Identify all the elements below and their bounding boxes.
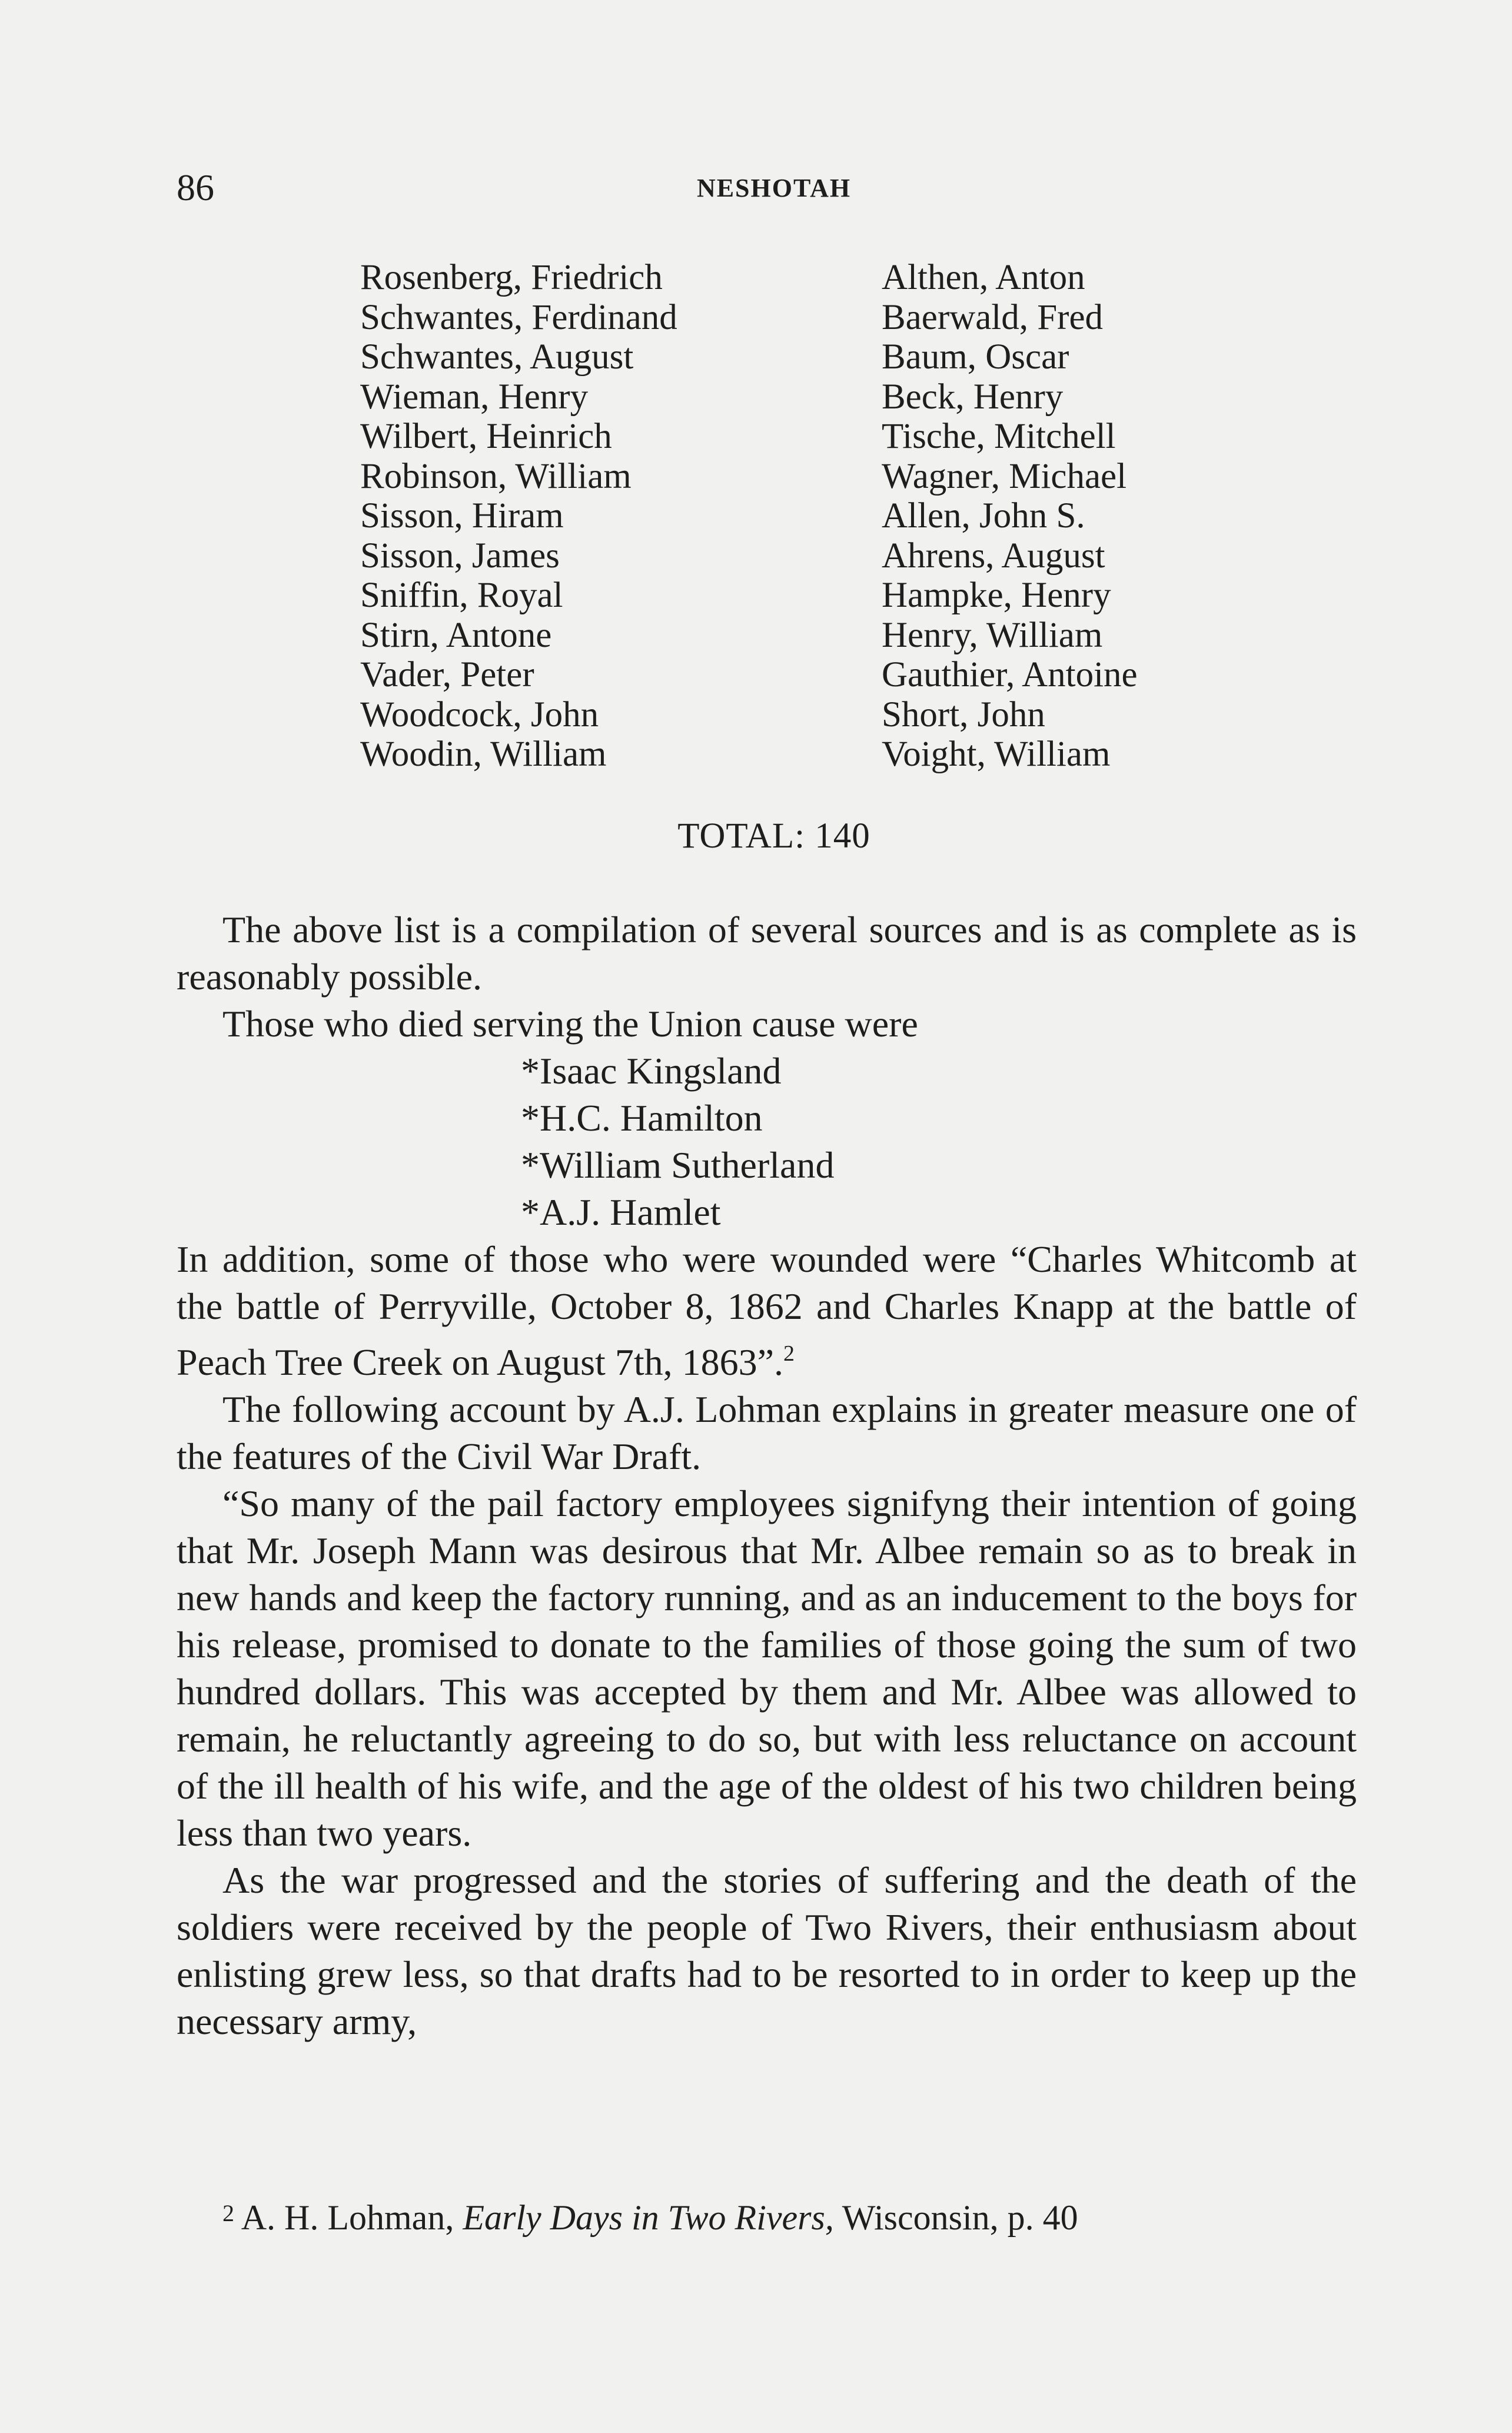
- list-item: Short, John: [882, 694, 1045, 734]
- list-item: Voight, William: [882, 734, 1111, 774]
- paragraph: As the war progressed and the stories of suffering and the death of the soldiers were received by the people of Two Rivers, their enthusiasm about enlisting grew less, so that drafts had to be resorted to in order to keep up the necessary army,: [177, 1859, 1357, 2042]
- list-item: Vader, Peter: [360, 655, 534, 694]
- list-item: Sisson, Hiram: [360, 496, 564, 536]
- list-item: *H.C. Hamilton: [521, 1097, 763, 1139]
- footnote: [177, 2191, 1371, 2241]
- list-item: Woodcock, John: [360, 694, 599, 734]
- page-number: 86: [177, 167, 214, 208]
- roster-left-column: [360, 258, 677, 775]
- list-item: Baerwald, Fred: [882, 297, 1104, 337]
- footnote-mark: 2: [222, 2200, 234, 2226]
- footnote-ref[interactable]: 2: [783, 1341, 795, 1366]
- list-item: *William Sutherland: [521, 1144, 835, 1186]
- list-item: Beck, Henry: [882, 377, 1064, 417]
- paragraph: The above list is a compilation of several sources and is as complete as is reasonably possible.: [177, 909, 1357, 998]
- list-item: Sniffin, Royal: [360, 576, 563, 615]
- fallen-list: [521, 1048, 1357, 1236]
- list-item: Allen, John S.: [882, 496, 1085, 536]
- footnote-title: Early Days in Two Rivers,: [463, 2198, 834, 2237]
- paragraph: Those who died serving the Union cause were: [222, 1003, 918, 1045]
- paragraph: “So many of the pail factory employees signifyng their intention of going that Mr. Joseph Mann was desirous that Mr. Albee remain so as to break in new hands and keep the factory running, and as an inducement to the boys for his release, promised to donate to the families of those going the sum of two hundred dollars. This was accepted by them and Mr. Albee was allowed to remain, he reluctantly agreeing to do so, but with less reluctance on account of the ill health of his wife, and the age of the oldest of his two children being less than two years.: [177, 1483, 1357, 1854]
- list-item: Robinson, William: [360, 456, 632, 496]
- list-item: Wagner, Michael: [882, 456, 1127, 496]
- footnote-author: A. H. Lohman,: [241, 2198, 454, 2237]
- list-item: Schwantes, Ferdinand: [360, 297, 677, 337]
- list-item: Gauthier, Antoine: [882, 655, 1138, 694]
- footnote-rest: Wisconsin, p. 40: [842, 2198, 1078, 2237]
- list-item: *Isaac Kingsland: [521, 1050, 782, 1092]
- list-item: Rosenberg, Friedrich: [360, 258, 663, 297]
- list-item: Tische, Mitchell: [882, 417, 1116, 456]
- list-item: Schwantes, August: [360, 337, 634, 377]
- paragraph: [177, 1236, 1357, 1386]
- list-item: Wilbert, Heinrich: [360, 417, 612, 456]
- body-text: [177, 906, 1357, 2045]
- list-item: Ahrens, August: [882, 536, 1105, 576]
- list-item: Baum, Oscar: [882, 337, 1069, 377]
- roster-right-column: [882, 258, 1138, 775]
- list-item: Wieman, Henry: [360, 377, 589, 417]
- list-item: Hampke, Henry: [882, 576, 1111, 615]
- list-item: Sisson, James: [360, 536, 560, 576]
- page-header: [177, 166, 1371, 219]
- paragraph-text: In addition, some of those who were wounded were “Charles Whitcomb at the battle of Perryville, October 8, 1862 and Charles Knapp at the battle of Peach Tree Creek on August 7th, 1863”.: [177, 1238, 1357, 1383]
- list-item: Althen, Anton: [882, 258, 1085, 297]
- paragraph: The following account by A.J. Lohman explains in greater measure one of the features of the Civil War Draft.: [177, 1388, 1357, 1477]
- running-head: NESHOTAH: [696, 174, 852, 202]
- roster-total: TOTAL: 140: [677, 816, 870, 856]
- list-item: Woodin, William: [360, 734, 607, 774]
- list-item: Stirn, Antone: [360, 615, 552, 655]
- list-item: *A.J. Hamlet: [521, 1191, 721, 1233]
- list-item: Henry, William: [882, 615, 1103, 655]
